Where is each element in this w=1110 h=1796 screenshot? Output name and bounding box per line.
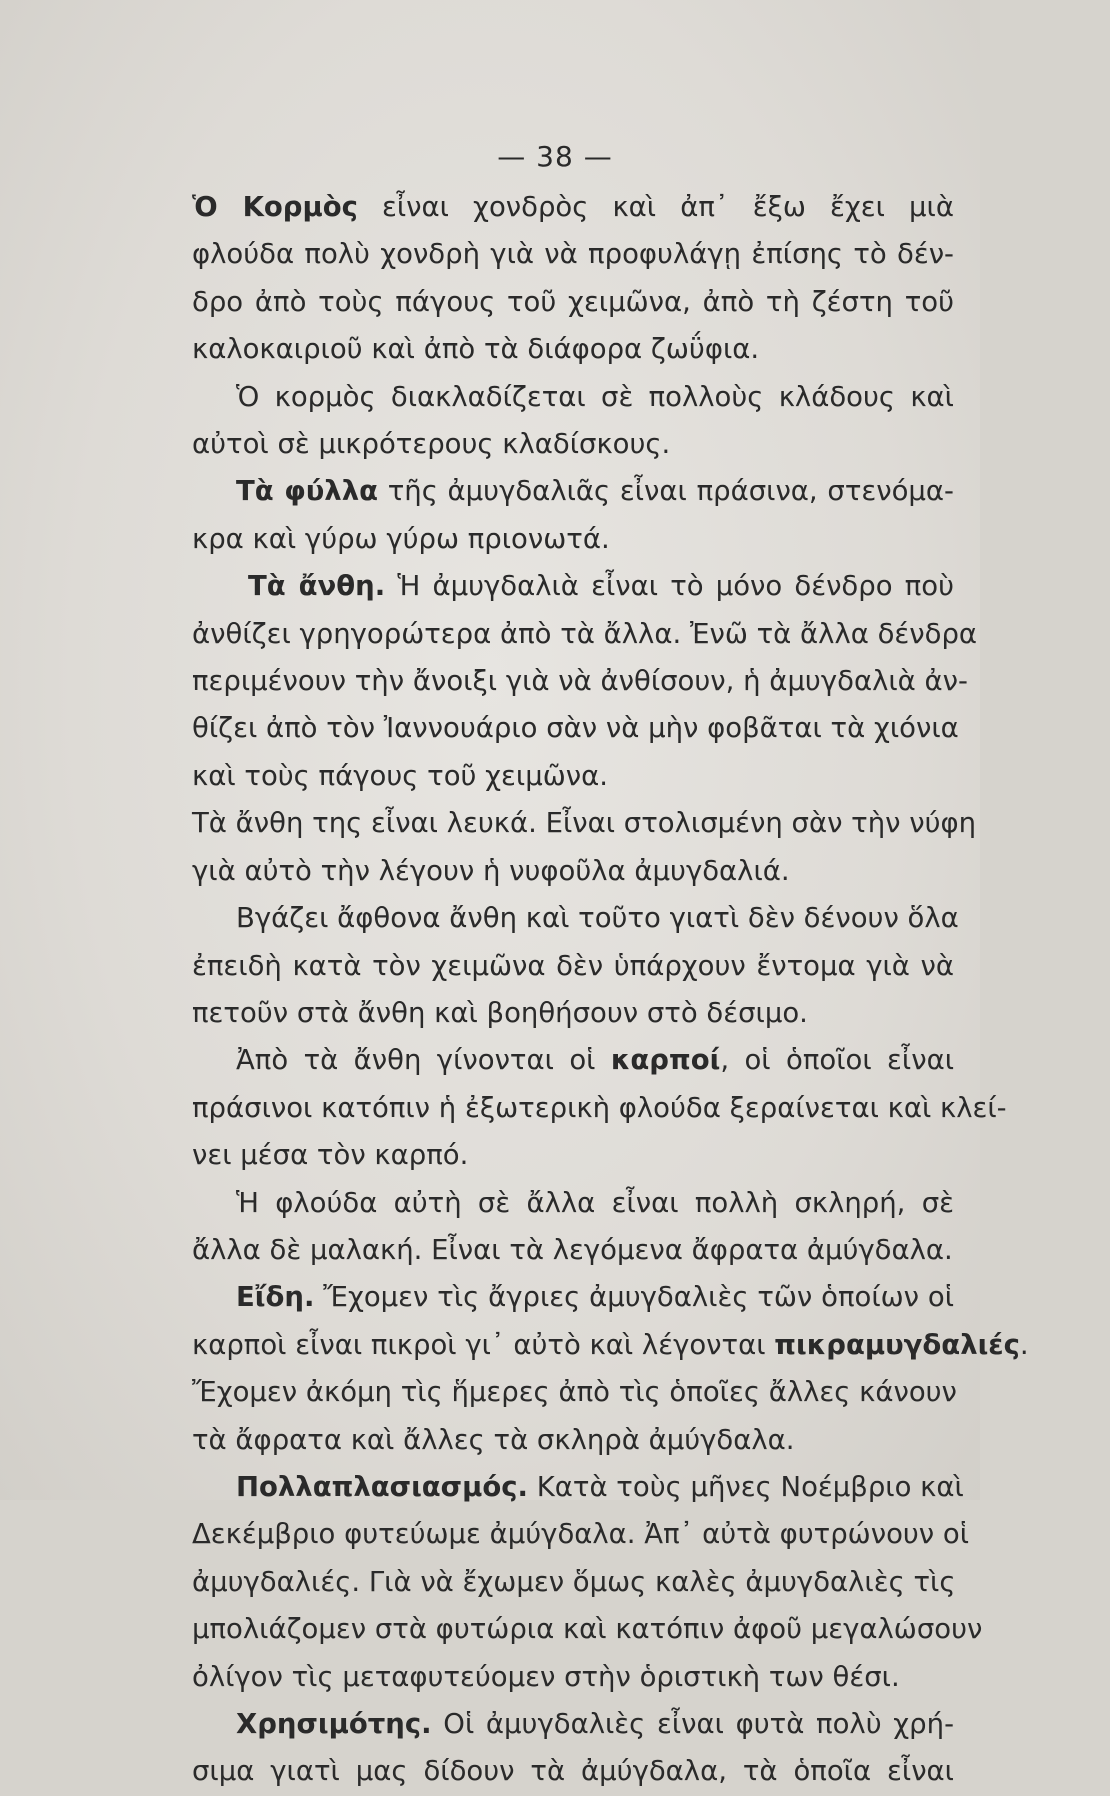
- text-line: [192, 468, 954, 515]
- text-line: [192, 848, 954, 895]
- line-text: κρα καὶ γύρω γύρω πριονωτά.: [192, 522, 610, 555]
- line-text: σιμα γιατὶ μας δίδουν τὰ ἀμύγδαλα, τὰ ὁποῖα εἶναι: [192, 1755, 954, 1788]
- text-line: [192, 753, 954, 800]
- text-line: [192, 1274, 954, 1321]
- line-text: Ἔχομεν τὶς ἄγριες ἀμυγδαλιὲς τῶν ὁποίων οἱ: [314, 1281, 954, 1314]
- line-text: πράσινοι κατόπιν ἡ ἐξωτερικὴ φλούδα ξεραίνεται καὶ κλεί-: [192, 1091, 1007, 1124]
- text-line: [192, 231, 954, 278]
- text-line: [192, 374, 954, 421]
- text-line: [192, 563, 954, 610]
- paragraph-afthona: [192, 895, 959, 1037]
- paragraph-pollaplasiasmos: [192, 1464, 983, 1701]
- paragraph-floyda: [192, 1180, 954, 1275]
- text-line: [192, 943, 954, 990]
- text-line: [192, 705, 959, 752]
- text-line: [192, 1417, 954, 1464]
- line-text: πετοῦν στὰ ἄνθη καὶ βοηθήσουν στὸ δέσιμο.: [192, 996, 808, 1029]
- line-text: Ἔχομεν ἀκόμη τὶς ἥμερες ἀπὸ τὶς ὁποῖες ἄλλες κάνουν: [192, 1376, 957, 1409]
- line-text: ἀνθίζει γρηγορώτερα ἀπὸ τὰ ἄλλα. Ἐνῶ τὰ ἄλλα δένδρα: [192, 617, 978, 650]
- text-line: [192, 1701, 954, 1748]
- text-line: [192, 326, 954, 373]
- paragraph-heading: Ὁ Κορμὸς: [192, 191, 358, 223]
- inline-emphasis: καρποί: [610, 1044, 721, 1077]
- paragraph-anthi: [192, 563, 978, 895]
- text-line: [192, 1606, 983, 1653]
- line-text: μπολιάζομεν στὰ φυτώρια καὶ κατόπιν ἀφοῦ μεγαλώσουν: [192, 1613, 983, 1646]
- line-text: τὰ ἄφρατα καὶ ἄλλες τὰ σκληρὰ ἀμύγδαλα.: [192, 1423, 795, 1456]
- page-number: — 38 —: [497, 140, 613, 173]
- line-text: ἐπειδὴ κατὰ τὸν χειμῶνα δὲν ὑπάρχουν ἔντομα γιὰ νὰ: [192, 949, 954, 982]
- paragraph-heading: Εἴδη.: [236, 1281, 315, 1314]
- paragraph-heading: Τὰ ἄνθη.: [248, 570, 386, 603]
- text-line: [192, 1322, 1029, 1369]
- paragraph-kladoi: [192, 374, 954, 469]
- text-line: [192, 1748, 954, 1795]
- line-text: Κατὰ τοὺς μῆνες Νοέμβριο καὶ: [527, 1470, 964, 1503]
- line-text: ἀμυγδαλιές. Γιὰ νὰ ἔχωμεν ὅμως καλὲς ἀμυγδαλιὲς τὶς: [192, 1565, 956, 1598]
- text-line: [192, 184, 954, 231]
- text-line: [192, 1559, 954, 1606]
- paragraph-fylla: [192, 468, 954, 563]
- line-text: καὶ τοὺς πάγους τοῦ χειμῶνα.: [192, 759, 608, 792]
- paragraph-chrisimotis: [192, 1701, 954, 1796]
- line-text: Ἀπὸ τὰ ἄνθη γίνονται οἱ: [236, 1044, 611, 1077]
- paragraph-eidi: [192, 1274, 1029, 1464]
- line-text: εἶναι χονδρὸς καὶ ἀπ᾽ ἔξω ἔχει μιὰ: [357, 191, 954, 223]
- line-text: δρο ἀπὸ τοὺς πάγους τοῦ χειμῶνα, ἀπὸ τὴ ζέστη τοῦ: [192, 285, 954, 318]
- line-text: καρποὶ εἶναι πικροὶ γι᾽ αὐτὸ καὶ λέγονται: [192, 1328, 775, 1361]
- line-text: ἄλλα δὲ μαλακή. Εἶναι τὰ λεγόμενα ἄφρατα ἀμύγδαλα.: [192, 1233, 953, 1266]
- paragraph-heading: Χρησιμότης.: [236, 1708, 432, 1740]
- text-line: [192, 658, 968, 705]
- line-text: καλοκαιριοῦ καὶ ἀπὸ τὰ διάφορα ζωΰφια.: [192, 333, 760, 366]
- line-text: φλούδα πολὺ χονδρὴ γιὰ νὰ προφυλάγῃ ἐπίσης τὸ δέν-: [192, 238, 954, 271]
- line-text: Ἡ ἀμυγδαλιὰ εἶναι τὸ μόνο δένδρο ποὺ: [385, 570, 954, 603]
- text-line: [192, 1132, 954, 1179]
- line-text: ὀλίγον τὶς μεταφυτεύομεν στὴν ὁριστικὴ των θέσι.: [192, 1660, 900, 1693]
- line-text: Δεκέμβριο φυτεύωμε ἀμύγδαλα. Ἀπ᾽ αὐτὰ φυτρώνουν οἱ: [192, 1518, 970, 1551]
- text-line: [192, 279, 954, 326]
- text-line: [192, 1037, 954, 1084]
- text-line: [192, 1369, 957, 1416]
- line-text: θίζει ἀπὸ τὸν Ἰαννουάριο σὰν νὰ μὴν φοβᾶται τὰ χιόνια: [192, 712, 959, 745]
- text-line: [192, 800, 977, 847]
- text-line: [192, 895, 959, 942]
- line-text: νει μέσα τὸν καρπό.: [192, 1139, 469, 1172]
- text-line: [192, 990, 954, 1037]
- text-line: [192, 516, 954, 563]
- line-text-after: , οἱ ὁποῖοι εἶναι: [720, 1044, 955, 1077]
- paragraph-heading: Τὰ φύλλα: [236, 475, 378, 508]
- text-line: [192, 1464, 964, 1511]
- line-text: Βγάζει ἄφθονα ἄνθη καὶ τοῦτο γιατὶ δὲν δένουν ὅλα: [236, 902, 959, 935]
- text-line: [192, 1085, 1007, 1132]
- paragraph-karpoi: [192, 1037, 1007, 1179]
- text-line: [192, 421, 954, 468]
- text-line: [192, 1511, 970, 1558]
- line-text: περιμένουν τὴν ἄνοιξι γιὰ νὰ ἀνθίσουν, ἡ ἀμυγδαλιὰ ἀν-: [192, 665, 968, 698]
- line-text: Ὁ κορμὸς διακλαδίζεται σὲ πολλοὺς κλάδους καὶ: [236, 380, 954, 413]
- line-text: αὐτοὶ σὲ μικρότερους κλαδίσκους.: [192, 428, 671, 461]
- line-text: Τὰ ἄνθη της εἶναι λευκά. Εἶναι στολισμένη σὰν τὴν νύφη: [192, 807, 977, 840]
- paragraph-kormos: [192, 184, 954, 374]
- text-line: [192, 1654, 954, 1701]
- line-text: γιὰ αὐτὸ τὴν λέγουν ἡ νυφοῦλα ἀμυγδαλιά.: [192, 854, 790, 887]
- line-text: Οἱ ἀμυγδαλιὲς εἶναι φυτὰ πολὺ χρή-: [431, 1708, 954, 1740]
- text-line: [192, 1180, 954, 1227]
- text-line: [192, 611, 978, 658]
- line-text-after: .: [1019, 1328, 1029, 1361]
- text-line: [192, 1227, 954, 1274]
- paragraph-heading: Πολλαπλασιασμός.: [236, 1470, 528, 1503]
- inline-emphasis: πικραμυγδαλιές: [774, 1328, 1020, 1361]
- body-text: [192, 184, 1029, 1796]
- line-text: Ἡ φλούδα αὐτὴ σὲ ἄλλα εἶναι πολλὴ σκληρή, σὲ: [236, 1186, 954, 1219]
- line-text: τῆς ἀμυγδαλιᾶς εἶναι πράσινα, στενόμα-: [377, 475, 954, 508]
